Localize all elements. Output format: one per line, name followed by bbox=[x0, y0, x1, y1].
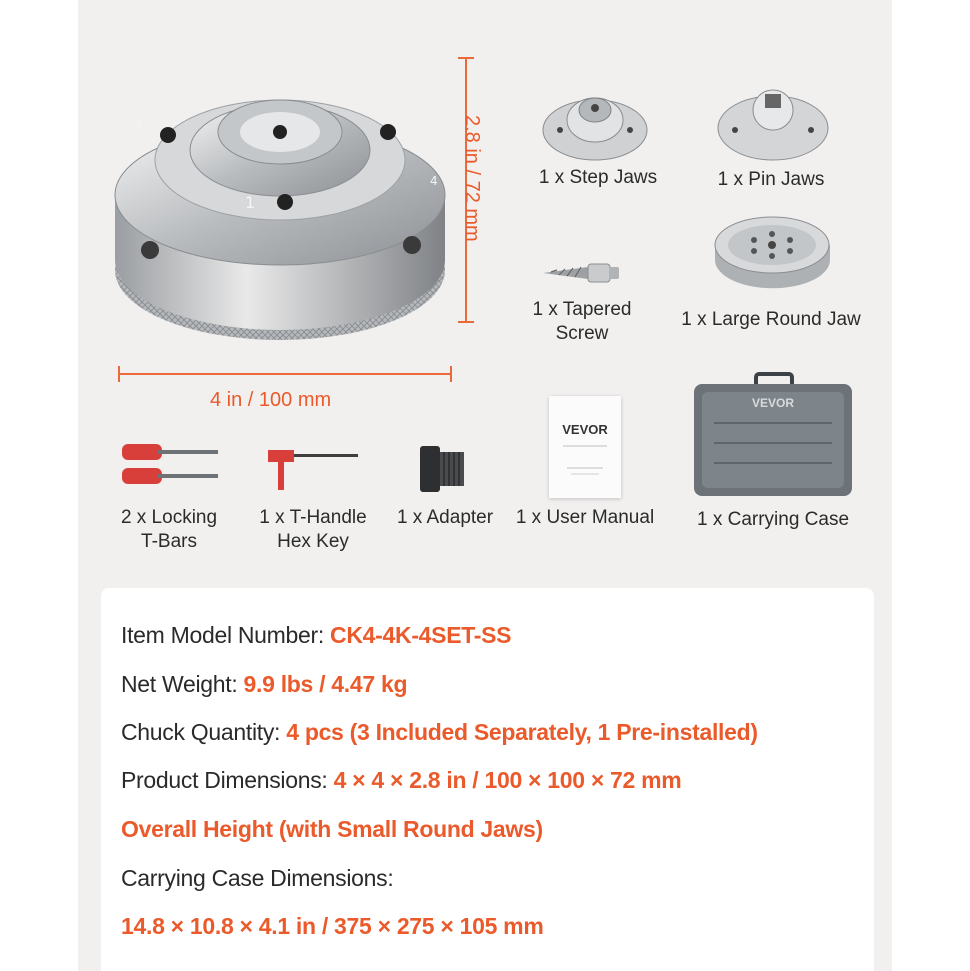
caption-tapered-screw: 1 x Tapered Screw bbox=[532, 299, 632, 344]
manual-brand: VEVOR bbox=[562, 422, 608, 437]
jaw-number-7: 7 bbox=[135, 119, 143, 133]
large-round-jaw-image bbox=[710, 205, 835, 295]
t-handle-hex-key-image bbox=[264, 440, 362, 495]
locking-t-bars-image bbox=[118, 440, 222, 490]
caption-user-manual: 1 x User Manual bbox=[515, 507, 655, 528]
spec-weight: Net Weight: 9.9 lbs / 4.47 kg bbox=[121, 671, 408, 697]
caption-step-jaws: 1 x Step Jaws bbox=[538, 167, 658, 188]
case-brand: VEVOR bbox=[751, 396, 794, 410]
caption-locking-t-bars: 2 x Locking T-Bars bbox=[120, 507, 218, 552]
step-jaws-image bbox=[540, 75, 650, 165]
spec-overall-height-note: Overall Height (with Small Round Jaws) bbox=[121, 816, 543, 842]
chuck-image bbox=[100, 50, 460, 350]
caption-adapter: 1 x Adapter bbox=[396, 507, 494, 528]
height-label: 2.8 in / 72 mm bbox=[461, 115, 483, 242]
spec-card bbox=[101, 588, 874, 971]
width-dimension-line bbox=[118, 373, 452, 375]
tapered-screw-image bbox=[543, 258, 623, 288]
carrying-case-image bbox=[694, 372, 852, 496]
spec-product-dimensions: Product Dimensions: 4 × 4 × 2.8 in / 100 × 100 × 72 mm bbox=[121, 767, 682, 793]
spec-model: Item Model Number: CK4-4K-4SET-SS bbox=[121, 622, 512, 648]
caption-pin-jaws: 1 x Pin Jaws bbox=[717, 169, 825, 190]
spec-case-value: 14.8 × 10.8 × 4.1 in / 375 × 275 × 105 mm bbox=[121, 913, 544, 939]
jaw-number-4: 4 bbox=[430, 174, 438, 188]
caption-t-handle-hex-key: 1 x T-Handle Hex Key bbox=[259, 507, 367, 552]
pin-jaws-image bbox=[713, 80, 833, 165]
spec-chuck-quantity: Chuck Quantity: 4 pcs (3 Included Separately, 1 Pre-installed) bbox=[121, 719, 758, 745]
adapter-image bbox=[412, 440, 472, 498]
user-manual-image bbox=[549, 396, 621, 498]
spec-case-label: Carrying Case Dimensions: bbox=[121, 865, 394, 891]
caption-carrying-case: 1 x Carrying Case bbox=[696, 509, 850, 530]
caption-large-round-jaw: 1 x Large Round Jaw bbox=[681, 309, 861, 330]
jaw-number-1: 1 bbox=[245, 193, 256, 212]
width-label: 4 in / 100 mm bbox=[210, 389, 332, 411]
